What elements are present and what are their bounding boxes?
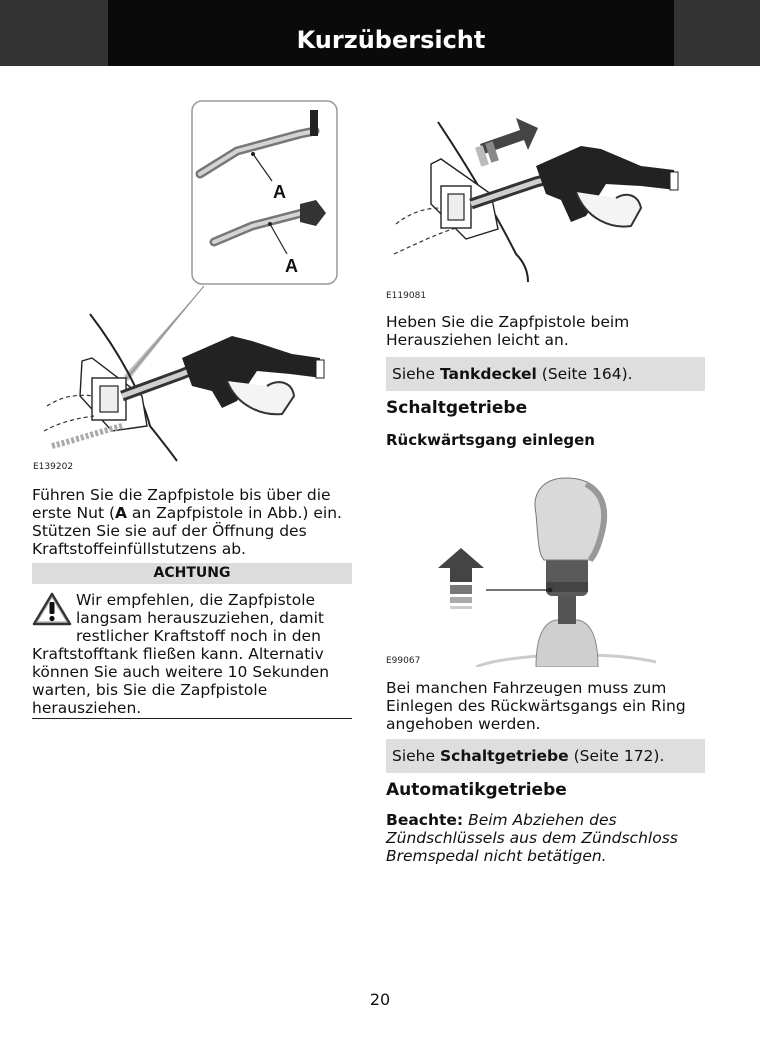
paragraph-line: Führen Sie die Zapfpistole bis über die xyxy=(32,486,331,504)
page-number: 20 xyxy=(369,990,391,1009)
paragraph-line xyxy=(32,504,357,522)
page-header xyxy=(0,0,760,66)
gear-knob-ring-illustration xyxy=(386,472,706,667)
paragraph-line: Einlegen des Rückwärtsgangs ein Ring xyxy=(386,697,686,715)
warning-line: Kraftstofftank fließen kann. Alternativ xyxy=(32,645,324,663)
note-text: Beim Abziehen des xyxy=(463,811,617,829)
reference-link-schaltgetriebe[interactable]: Schaltgetriebe xyxy=(439,747,569,765)
figure-id-right-1: E119081 xyxy=(386,291,427,301)
warning-line: können Sie auch weitere 10 Sekunden xyxy=(32,663,330,681)
fuel-nozzle-insert-illustration xyxy=(32,96,352,466)
text-fragment: an Zapfpistole in Abb.) ein. xyxy=(127,504,342,522)
cross-reference-manual-transmission xyxy=(386,739,705,773)
text-fragment: erste Nut ( xyxy=(32,504,115,522)
paragraph-line: Herausziehen leicht an. xyxy=(386,331,569,349)
figure-id-right-2: E99067 xyxy=(386,656,421,666)
header-left-tab xyxy=(0,0,108,66)
text-fragment: (Seite 164). xyxy=(536,365,633,383)
header-right-tab xyxy=(674,0,760,66)
warning-line: herausziehen. xyxy=(32,699,142,717)
warning-text xyxy=(32,645,362,717)
warning-divider xyxy=(32,718,352,719)
figure-id-left: E139202 xyxy=(33,462,74,472)
heading-manual-transmission: Schaltgetriebe xyxy=(386,398,528,418)
callout-label-top: A xyxy=(273,182,286,202)
paragraph-line xyxy=(386,847,706,865)
paragraph-line: angehoben werden. xyxy=(386,715,541,733)
lift-nozzle-text xyxy=(386,313,706,349)
subheading-reverse-gear: Rückwärtsgang einlegen xyxy=(386,431,595,449)
text-fragment: Siehe xyxy=(392,365,440,383)
warning-title: ACHTUNG xyxy=(32,563,352,584)
nozzle-removal-illustration xyxy=(386,104,706,286)
note-label: Beachte: xyxy=(386,811,464,829)
warning-line: Wir empfehlen, die Zapfpistole xyxy=(76,591,316,609)
reference-link-tankdeckel[interactable]: Tankdeckel xyxy=(439,365,537,383)
warning-line: langsam herauszuziehen, damit xyxy=(76,609,324,627)
callout-label-bottom: A xyxy=(285,256,298,276)
paragraph-line xyxy=(386,811,706,829)
paragraph-line xyxy=(386,829,706,847)
note-text: Zündschlüssels aus dem Zündschloss xyxy=(386,829,678,847)
reverse-ring-text xyxy=(386,679,706,733)
paragraph-line: Heben Sie die Zapfpistole beim xyxy=(386,313,630,331)
text-fragment: (Seite 172). xyxy=(568,747,665,765)
text-fragment: Siehe xyxy=(392,747,440,765)
warning-line: restlicher Kraftstoff noch in den xyxy=(76,627,321,645)
paragraph-line: Kraftstoffeinfüllstutzens ab. xyxy=(32,540,246,558)
page-title: Kurzübersicht xyxy=(296,26,486,54)
paragraph-line: Stützen Sie sie auf der Öffnung des xyxy=(32,522,307,540)
warning-triangle-icon xyxy=(32,592,72,626)
note-text: Bremspedal nicht betätigen. xyxy=(386,847,607,865)
warning-indented-text xyxy=(76,591,366,645)
heading-automatic-transmission: Automatikgetriebe xyxy=(386,780,567,800)
warning-line: warten, bis Sie die Zapfpistole xyxy=(32,681,268,699)
paragraph-line: Bei manchen Fahrzeugen muss zum xyxy=(386,679,667,697)
bold-label: A xyxy=(115,504,127,522)
cross-reference-fuel-cap xyxy=(386,357,705,391)
insert-nozzle-paragraph xyxy=(32,486,357,558)
automatic-note xyxy=(386,811,706,865)
